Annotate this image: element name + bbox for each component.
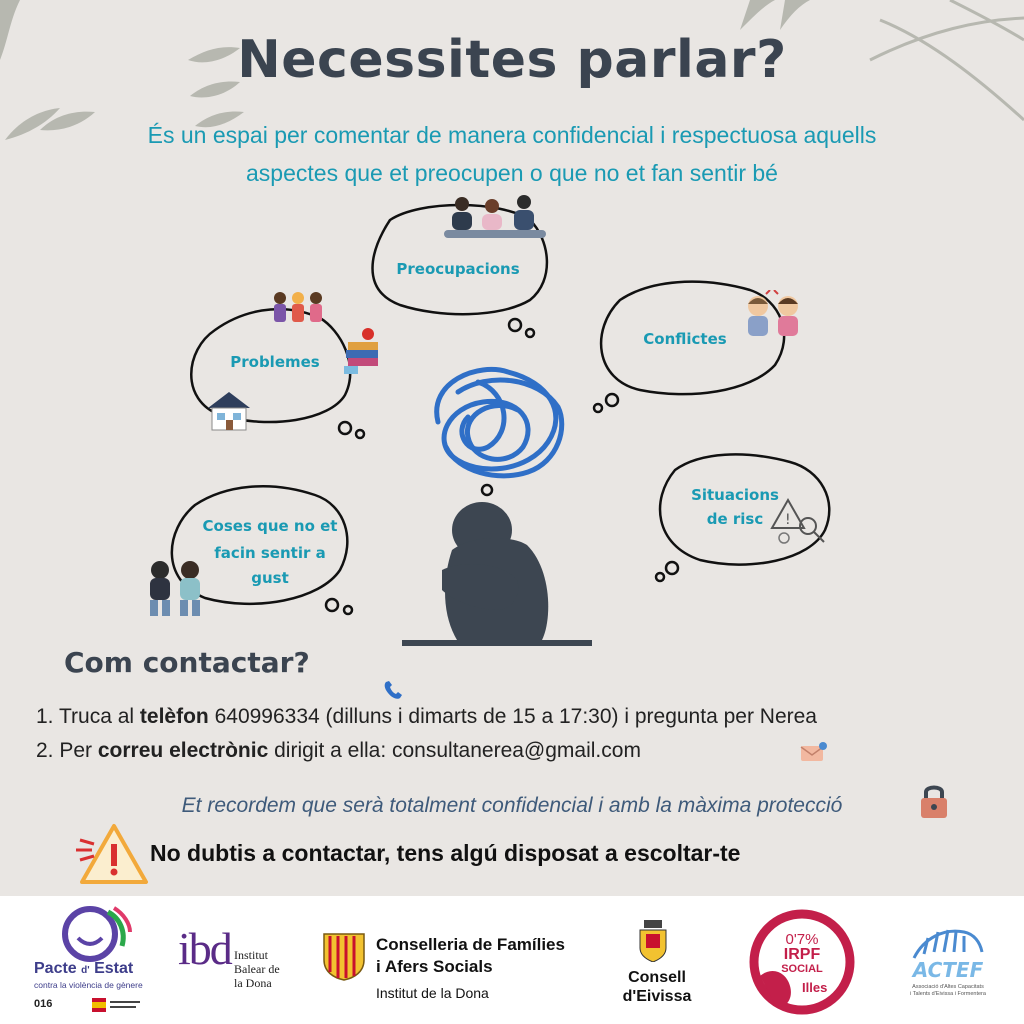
social-word: SOCIAL bbox=[781, 963, 823, 975]
confidentiality-reminder: Et recordem que serà totalment confidencial i amb la màxima protecció bbox=[181, 794, 843, 817]
irpf-percent: 0'7% bbox=[785, 931, 819, 948]
sad-kids-icon bbox=[140, 556, 212, 620]
consell-line-1: Consell bbox=[628, 969, 686, 986]
children-icon bbox=[268, 290, 328, 326]
sitting-person-figure bbox=[402, 500, 592, 650]
actef-name: ACTEF bbox=[912, 958, 984, 982]
irpf-word: IRPF bbox=[783, 946, 821, 963]
actef-sub-2: i Talents d'Eivissa i Formentera bbox=[910, 991, 986, 997]
conselleria-line-2: i Afers Socials bbox=[376, 957, 493, 976]
footer-logos bbox=[0, 896, 1024, 1024]
ibd-line-2: Balear de bbox=[234, 962, 280, 976]
contact-item-number: 2. bbox=[36, 739, 54, 762]
contact-item-email bbox=[36, 739, 641, 763]
house-icon bbox=[204, 388, 254, 432]
phone-016: 016 bbox=[34, 998, 53, 1010]
consell-eivissa-name bbox=[612, 968, 702, 1006]
ibd-logo-mark: ibd bbox=[178, 923, 231, 974]
balearic-coat-of-arms-icon bbox=[322, 932, 366, 982]
warning-magnifier-icon bbox=[770, 496, 830, 548]
ibd-line-1: Institut bbox=[234, 948, 269, 962]
bubble-label-coses-1: Coses que no et bbox=[202, 517, 338, 535]
actef-subtitle bbox=[895, 984, 1001, 998]
ibd-line-3: la Dona bbox=[234, 976, 272, 990]
spain-government-icon bbox=[92, 998, 140, 1012]
contact-item-bold: telèfon bbox=[139, 705, 209, 728]
svg-text:!: ! bbox=[785, 512, 791, 528]
conselleria-line-1: Conselleria de Famílies bbox=[376, 935, 565, 954]
bubble-label-situacions-1: Situacions bbox=[691, 486, 779, 504]
pacte-d: d' bbox=[81, 965, 90, 976]
page-title: Necessites parlar? bbox=[237, 30, 787, 90]
books-apple-icon bbox=[342, 326, 382, 376]
bubble-label-coses-2: facin sentir a bbox=[214, 544, 326, 562]
pacte-estat-logo-icon bbox=[52, 902, 132, 966]
tangled-thoughts-scribble bbox=[418, 352, 578, 492]
irpf-illes: Illes bbox=[802, 980, 828, 995]
lock-icon bbox=[918, 782, 950, 820]
bubble-label-situacions-2: de risc bbox=[706, 510, 764, 528]
consell-line-2: d'Eivissa bbox=[622, 988, 692, 1005]
arguing-kids-icon bbox=[738, 290, 808, 342]
contact-item-text-pre: Per bbox=[59, 739, 98, 762]
phone-icon bbox=[382, 680, 404, 702]
estat-word: Estat bbox=[94, 960, 134, 977]
contact-item-bold: correu electrònic bbox=[97, 739, 269, 762]
subtitle-line-2: aspectes que et preocupen o que no et fan sentir bé bbox=[246, 160, 778, 186]
contact-item-text-post: 640996334 (dilluns i dimarts de 15 a 17:30) i pregunta per Nerea bbox=[208, 705, 817, 728]
people-group-icon bbox=[440, 192, 550, 244]
conselleria-name bbox=[376, 934, 565, 978]
bubble-label-conflictes: Conflictes bbox=[643, 330, 727, 348]
pacte-word: Pacte bbox=[34, 960, 77, 977]
envelope-icon bbox=[800, 741, 828, 763]
contact-heading: Com contactar? bbox=[64, 646, 310, 679]
warning-icon bbox=[76, 820, 152, 888]
bubble-label-problemes: Problemes bbox=[230, 353, 320, 371]
actef-sub-1: Associació d'Altes Capacitats bbox=[912, 984, 984, 990]
irpf-text bbox=[774, 932, 830, 977]
contact-item-number: 1. bbox=[36, 705, 54, 728]
contact-item-text-post: dirigit a ella: consultanerea@gmail.com bbox=[268, 739, 641, 762]
pacte-estat-name bbox=[34, 960, 133, 978]
bubble-label-preocupacions: Preocupacions bbox=[396, 260, 520, 278]
contact-item-text-pre: Truca al bbox=[58, 705, 140, 728]
pacte-estat-subtitle: contra la violència de gènere bbox=[34, 980, 143, 990]
subtitle-line-1: És un espai per comentar de manera confidencial i respectuosa aquells bbox=[147, 122, 877, 148]
call-to-action: No dubtis a contactar, tens algú disposat a escoltar-te bbox=[150, 840, 741, 866]
ibd-name bbox=[234, 948, 280, 990]
bubble-label-coses-3: gust bbox=[251, 569, 289, 587]
contact-item-phone bbox=[36, 705, 817, 729]
eivissa-coat-of-arms-icon bbox=[638, 920, 668, 962]
conselleria-institute: Institut de la Dona bbox=[376, 985, 489, 1001]
